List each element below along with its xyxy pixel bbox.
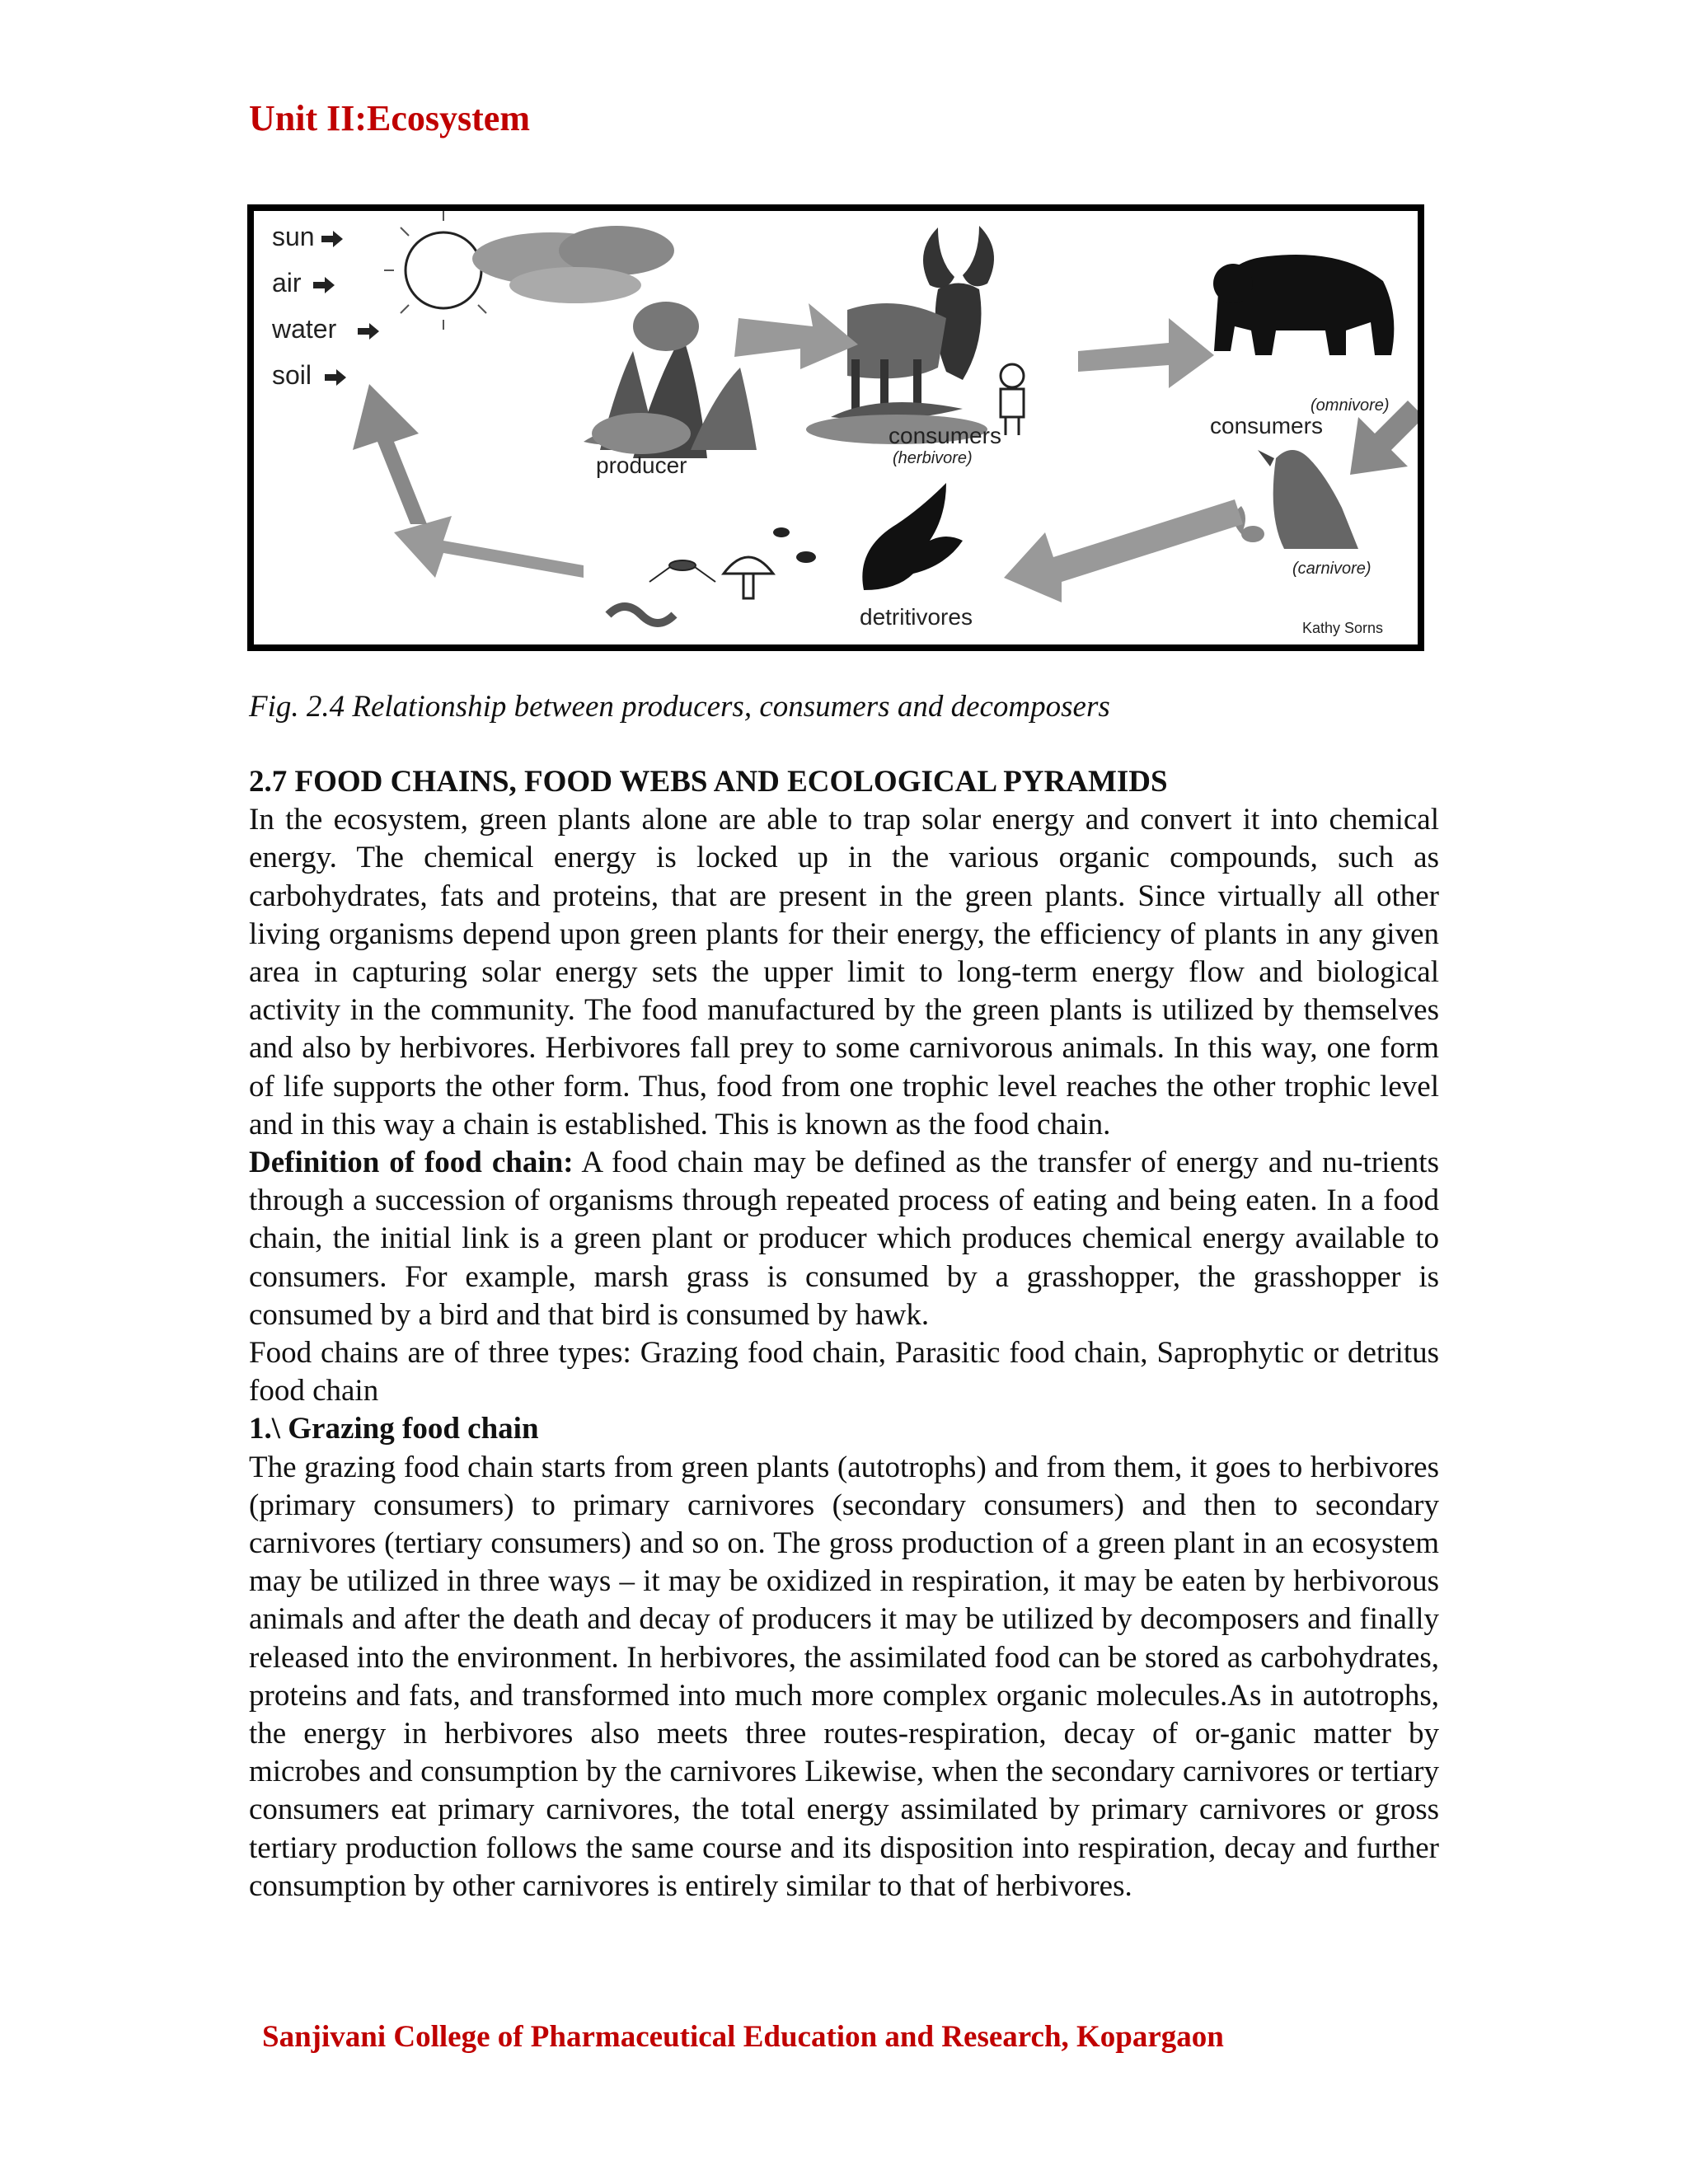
label-herbivore: (herbivore) [893, 449, 973, 467]
arrow-soil-to-producer-icon [353, 384, 427, 524]
section-heading: 2.7 FOOD CHAINS, FOOD WEBS AND ECOLOGICAL PYRAMIDS [249, 765, 1168, 799]
mosquito-icon [649, 560, 715, 582]
worm-icon [608, 607, 674, 623]
unit-title: Unit II:Ecosystem [249, 98, 530, 138]
arrow-herbivore-to-omnivore-icon [1078, 318, 1214, 388]
label-consumers-herbivore: consumers [889, 423, 1001, 448]
footer-institution: Sanjivani College of Pharmaceutical Education and Research, Kopargaon [262, 2020, 1224, 2054]
label-consumers-omnivore: consumers [1210, 413, 1323, 438]
arrow-carnivore-to-detritivore-icon [1004, 499, 1243, 602]
label-credit: Kathy Sorns [1302, 620, 1384, 636]
food-chain-figure [247, 204, 1424, 651]
mushroom-icon [724, 557, 773, 598]
label-air: air [272, 268, 302, 298]
label-omnivore: (omnivore) [1311, 396, 1390, 415]
paragraph-grazing: The grazing food chain starts from green plants (autotrophs) and from them, it goes to herbivores (primary consumers) to primary carnivores (secondary consumers) and then to secondary carnivores (tertiary consumers) and so on. The gross production of a green plant in an ecosystem may be utilized in three ways – it may be oxidized in respiration, it may be eaten by herbivorous animals and after the death and decay of producers it may be utilized by decomposers and finally released into the environment. In herbivores, the assimilated food can be stored as carbohydrates, proteins and fats, and transformed into much more complex organic molecules.As in autotrophs, the energy in herbivores also meets three routes-respiration, decay of or-ganic matter by microbes and consumption by the carnivores Likewise, when the secondary carnivores or tertiary consumers eat primary carnivores, the total energy assimilated by primary carnivores or gross tertiary production follows the same course and its disposition into respiration, decay and further consumption by other carnivores is entirely similar to that of herbivores. [249, 1450, 1439, 1903]
section-body [249, 763, 1439, 1905]
bear-icon [1213, 255, 1394, 355]
food-chain-illustration [254, 211, 1418, 644]
crow-icon [862, 483, 963, 590]
subheading-grazing: 1.\ Grazing food chain [249, 1412, 539, 1446]
paragraph-definition [249, 1144, 1439, 1334]
arrow-producer-to-herbivore-icon [734, 303, 858, 369]
producer-plants-icon [584, 302, 757, 458]
label-soil: soil [272, 360, 312, 390]
label-producer: producer [596, 452, 687, 478]
paragraph-intro: In the ecosystem, green plants alone are able to trap solar energy and convert it into chemical energy. The chemical energy is locked up in the various organic compounds, such as carbohydrates, fats and proteins, that are present in the green plants. Since virtually all other living organisms depend upon green plants for their energy, the efficiency of plants in any given area in capturing solar energy sets the upper limit to long-term energy flow and biological activity in the community. The food manufactured by the green plants is utilized by themselves and also by herbivores. Herbivores fall prey to some carnivorous animals. In this way, one form of life supports the other form. Thus, food from one trophic level reaches the other trophic level and in this way a chain is established. This is known as the food chain. [249, 803, 1439, 1141]
arrow-detritivore-to-soil-icon [394, 516, 584, 578]
wolf-icon [1258, 450, 1358, 549]
definition-text: A food chain may be defined as the transfer of energy and nu-trients through a succession of organisms through repeated process of eating and being eaten. In a food chain, the initial link is a green plant or producer which produces chemical energy available to consumers. For example, marsh grass is consumed by a grasshopper, the grasshopper is consumed by a bird and that bird is consumed by hawk. [249, 1146, 1439, 1332]
deer-icon [847, 226, 994, 434]
cloud-icon [472, 226, 674, 303]
label-carnivore: (carnivore) [1292, 560, 1372, 578]
definition-label: Definition of food chain: [249, 1146, 574, 1180]
paragraph-types: Food chains are of three types: Grazing food chain, Parasitic food chain, Saprophytic or detritus food chain [249, 1336, 1439, 1408]
label-detritivores: detritivores [860, 604, 973, 630]
figure-caption: Fig. 2.4 Relationship between producers, consumers and decomposers [249, 690, 1110, 724]
insects-icon [773, 527, 816, 563]
input-arrows [313, 231, 379, 386]
label-water: water [272, 314, 337, 344]
label-sun: sun [272, 222, 315, 251]
child-icon [1001, 364, 1024, 435]
